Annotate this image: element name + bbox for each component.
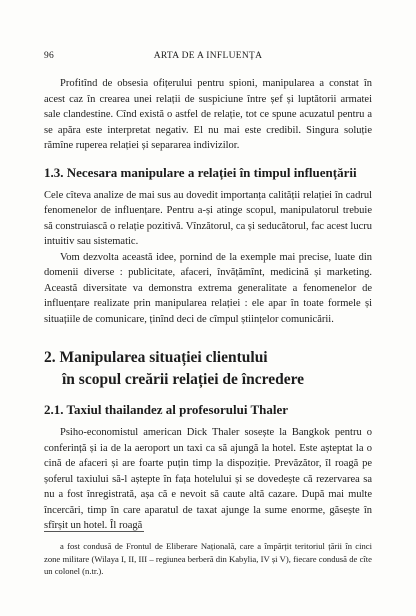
paragraph-intro: Profitînd de obsesia ofițerului pentru spioni, manipularea a constat în acest caz în crearea unei relații de suspiciune între șef și luptătorii armatei sale clandestine. Cînd există o astfel de relație, tot ce spune acuzatul pentru a se apăra este interpretat negativ. El nu mai este credibil. Singura soluție rămîne ruperea relației și separarea indivizilor. [44,78,372,151]
page-number: 96 [44,51,55,61]
paragraph-1-3-a: Cele cîteva analize de mai sus au dovedit importanța calității relației în cadrul fenomenelor de influențare. Pentru a-și atinge scopul, manipulatorul trebuie să construiască o relație pozitivă. Vînzătorul, ca și seducătorul, fac acest lucru intuitiv sau sistematic. [44,189,372,247]
paragraph-1-3-b: Vom dezvolta această idee, pornind de la exemple mai precise, luate din domenii diverse : publicitate, afaceri, învățămînt, medicină și marketing. Această diversitate va demonstra extrema generalitate a fenomenelor de influențare realizate prin manipularea relației : ele apar în toate formele și situațiile de comunicare, ținînd deci de cîmpul științelor comunicării. [44,251,372,325]
chapter-heading-line-2: în scopul creării relației de încredere [62,371,305,388]
chapter-heading-line-1: 2. Manipularea situației clientului [44,349,268,366]
running-title: ARTA DE A INFLUENȚA [153,51,263,61]
section-heading-1-3: 1.3. Necesara manipulare a relației în timpul influențării [44,164,357,180]
paragraph-2-1: Psiho-economistul american Dick Thaler sosește la Bangkok pentru o conferință și ia de la aeroport un taxi ca să ajungă la hotel. Este așteptat la o cină de afaceri și are foarte puțin timp la dispoziție. Prevăzător, îl roagă pe șoferul taxiului să-l aștepte în fața hotelului și se dovedește că rezervarea sa nu a fost înregistrată, așa că e nevoit să caute altă cazare. După mai multe încercări, timp în care aparatul de taxat ajunge la sume enorme, găsește în sfîrșit un hotel. Îl roagă [44,427,372,531]
section-heading-2-1: 2.1. Taxiul thailandez al profesorului Thaler [44,402,289,417]
footnote-text: a fost condusă de Frontul de Eliberare Națională, care a împărțit teritoriul țării în cinci zone militare (Wilaya I, II, III – regiunea berberă din Kabylia, IV și V), fiecare condusă de cîte un colonel (n.tr.). [44,541,372,576]
footnote [44,540,372,578]
main-text [44,76,372,534]
footnote-separator [44,531,144,532]
chapter-heading-2 [44,347,372,391]
page-header [44,51,372,65]
